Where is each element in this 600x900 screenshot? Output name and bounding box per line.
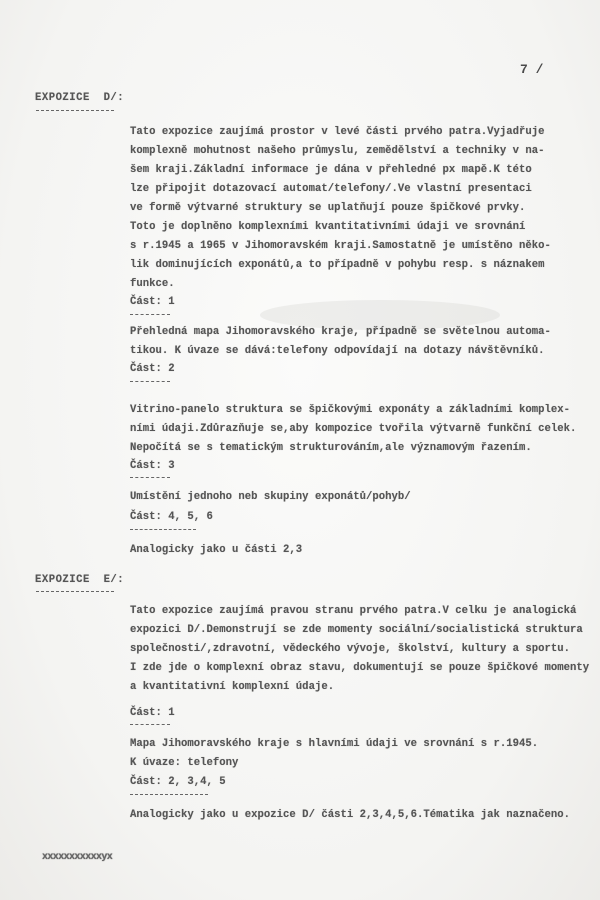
text-line: společnosti/,zdravotní, vědeckého vývoje, školství, kultury a sportu. xyxy=(130,643,571,655)
part-label: Část: 1 xyxy=(130,707,175,719)
text-line: I zde jde o komplexní obraz stavu, dokumentují se pouze špičkové momenty xyxy=(130,662,590,674)
part-underline xyxy=(130,794,208,795)
part-underline xyxy=(130,381,170,382)
text-line: expozici D/.Demonstrují se zde momenty sociální/socialistická struktura xyxy=(130,624,583,636)
part-label: Část: 2 xyxy=(130,363,175,375)
text-line: Toto je doplněno komplexními kvantitativními údaji ve srovnání xyxy=(130,221,526,233)
part-underline xyxy=(130,724,170,725)
text-line: Analogicky jako u expozice D/ části 2,3,4,5,6.Tématika jak naznačeno. xyxy=(130,809,571,821)
part-label: Část: 3 xyxy=(130,460,175,472)
text-line: Mapa Jihomoravského kraje s hlavními údaji ve srovnání s r.1945. xyxy=(130,738,539,750)
text-line: tikou. K úvaze se dává:telefony odpovídají na dotazy návštěvníků. xyxy=(130,345,545,357)
part-underline xyxy=(130,314,170,315)
text-line: Analogicky jako u části 2,3 xyxy=(130,544,303,556)
text-line: Vitrino-panelo struktura se špičkovými exponáty a základními komplex- xyxy=(130,404,571,416)
heading-underline xyxy=(36,110,114,111)
section-heading-d: EXPOZICE D/: xyxy=(35,92,125,104)
struck-out-text: xxxxxxxxxxxyx xyxy=(42,852,113,863)
text-line: lik dominujících exponátů,a to případně v pohybu resp. s náznakem xyxy=(130,259,545,271)
text-line: Přehledná mapa Jihomoravského kraje, případně se světelnou automa- xyxy=(130,326,551,338)
text-line: lze připojit dotazovací automat/telefony/.Ve vlastní presentaci xyxy=(130,183,532,195)
page-number: 7 / xyxy=(520,62,544,77)
text-line: K úvaze: telefony xyxy=(130,757,239,769)
text-line: funkce. xyxy=(130,278,175,290)
part-label: Část: 4, 5, 6 xyxy=(130,511,213,523)
part-underline xyxy=(130,477,170,478)
text-line: Nepočítá se s tematickým strukturováním,ale významovým řazením. xyxy=(130,442,532,454)
section-heading-e: EXPOZICE E/: xyxy=(35,574,125,586)
part-label: Část: 2, 3,4, 5 xyxy=(130,776,226,788)
text-line: Umístění jednoho neb skupiny exponátů/pohyb/ xyxy=(130,491,411,503)
heading-underline xyxy=(36,591,114,592)
part-underline xyxy=(130,529,196,530)
text-line: a kvantitativní komplexní údaje. xyxy=(130,681,335,693)
text-line: ve formě výtvarné struktury se uplatňují pouze špičkové prvky. xyxy=(130,202,526,214)
text-line: komplexně mohutnost našeho průmyslu, zemědělství a techniky v na- xyxy=(130,145,545,157)
text-line: Tato expozice zaujímá prostor v levé části prvého patra.Vyjadřuje xyxy=(130,126,545,138)
text-line: ními údaji.Zdůrazňuje se,aby kompozice tvořila výtvarně funkční celek. xyxy=(130,423,577,435)
part-label: Část: 1 xyxy=(130,296,175,308)
text-line: s r.1945 a 1965 v Jihomoravském kraji.Samostatně je umístěno něko- xyxy=(130,240,551,252)
text-line: šem kraji.Základní informace je dána v přehledné px mapě.K této xyxy=(130,164,532,176)
text-line: Tato expozice zaujímá pravou stranu prvého patra.V celku je analogická xyxy=(130,605,577,617)
